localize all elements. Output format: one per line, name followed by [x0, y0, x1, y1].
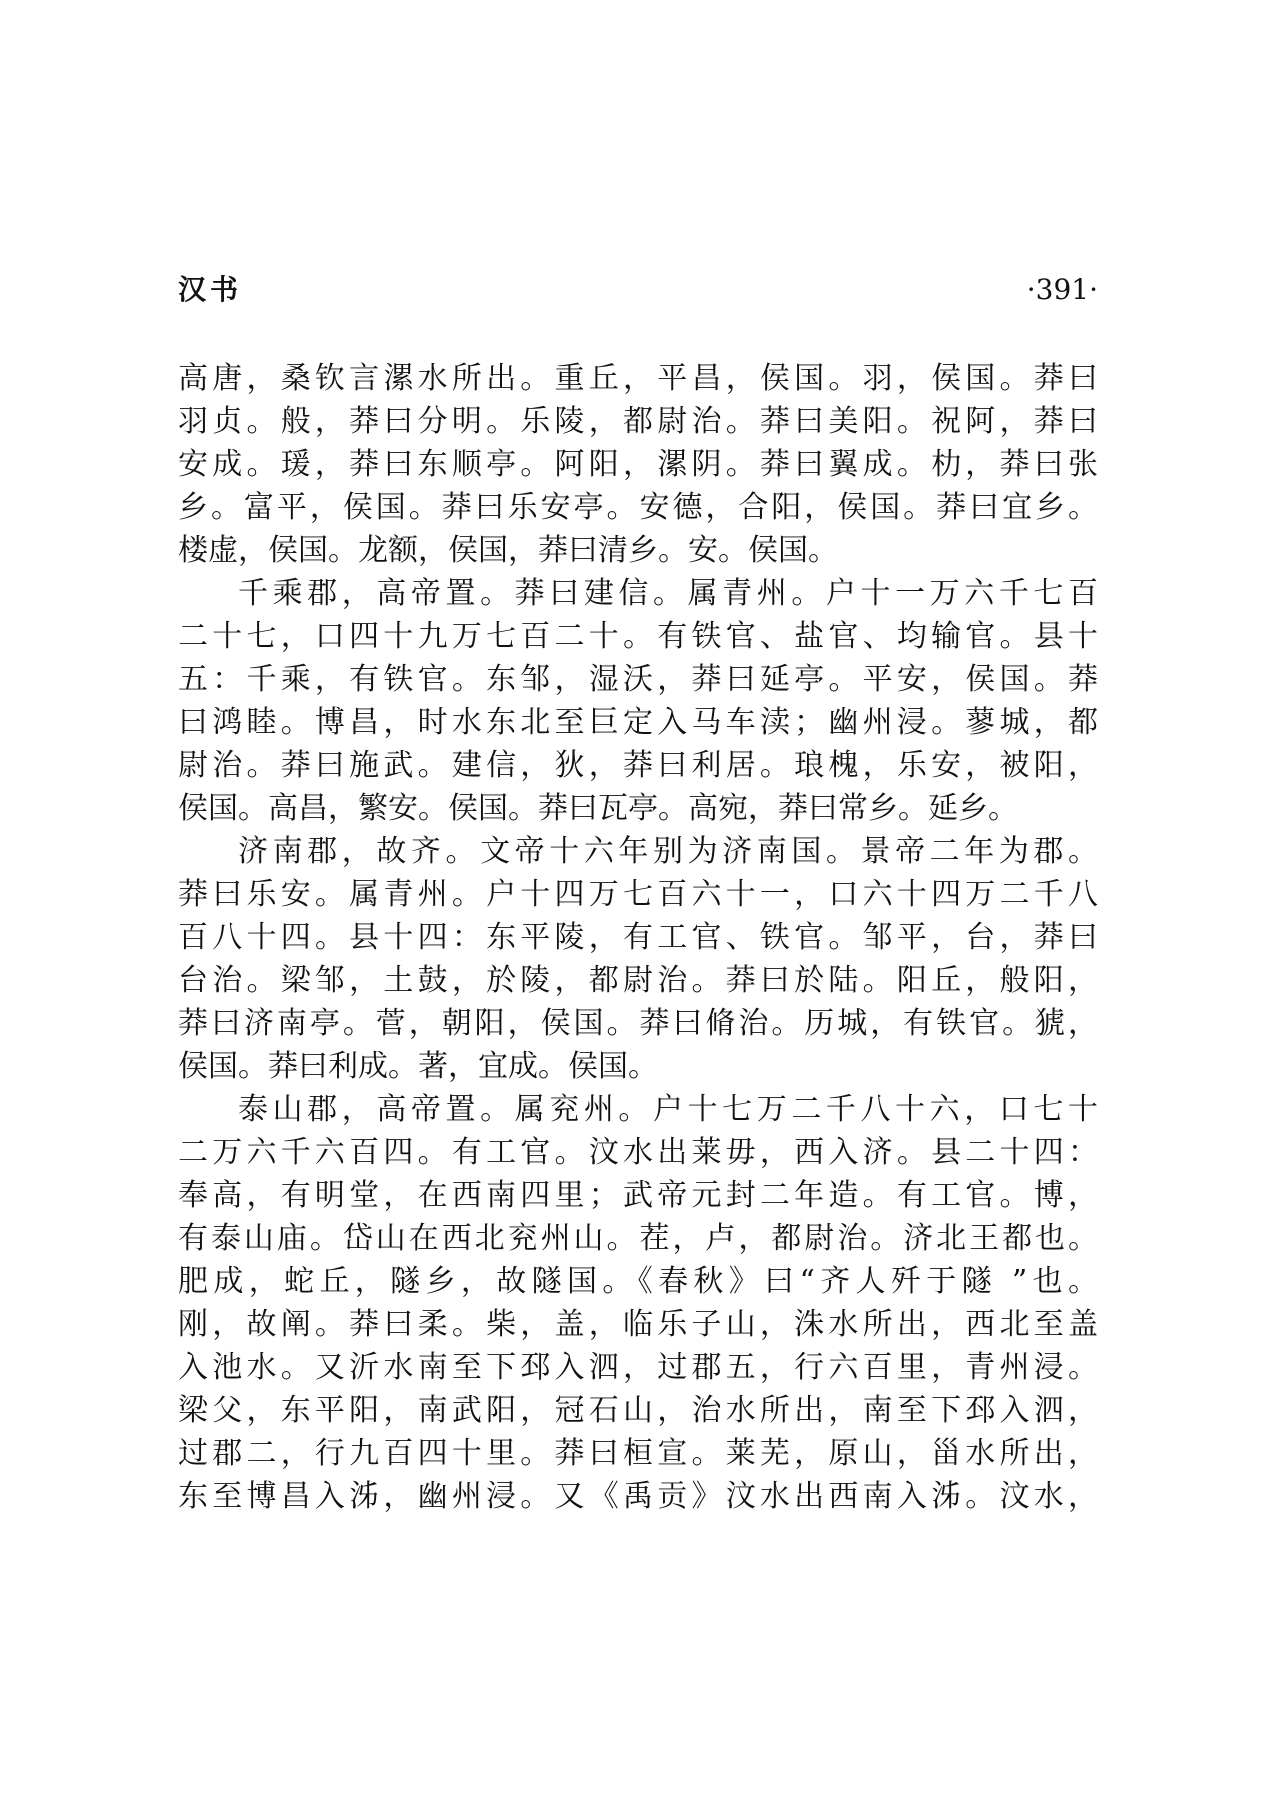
- paragraph-first-line: 济南郡，故齐。文帝十六年别为济南国。景帝二年为郡。: [238, 834, 1098, 869]
- book-title: 汉书: [178, 273, 243, 306]
- page-number: ·391·: [1026, 273, 1098, 306]
- text-line: 百八十四。县十四：东平陵，有工官、铁官。邹平，台，莽曰: [178, 920, 1098, 955]
- text-line: 高唐，桑钦言漯水所出。重丘，平昌，侯国。羽，侯国。莽曰: [178, 361, 1098, 396]
- text-line: 楼虚，侯国。龙额，侯国，莽曰清乡。安。侯国。: [178, 533, 838, 568]
- text-line: 尉治。莽曰施武。建信，狄，莽曰利居。琅槐，乐安，被阳，: [178, 748, 1098, 783]
- body-text: [178, 357, 1098, 1518]
- text-line: 五：千乘，有铁官。东邹，湿沃，莽曰延亭。平安，侯国。莽: [178, 662, 1098, 697]
- text-line: 乡。富平，侯国。莽曰乐安亭。安德，合阳，侯国。莽曰宜乡。: [178, 490, 1098, 525]
- text-line: 过郡二，行九百四十里。莽曰桓宣。莱芜，原山，甾水所出，: [178, 1436, 1098, 1471]
- text-line: 安成。瑗，莽曰东顺亭。阿阳，漯阴。莽曰翼成。朸，莽曰张: [178, 447, 1098, 482]
- text-line: 曰鸿睦。博昌，时水东北至巨定入马车渎；幽州浸。蓼城，都: [178, 705, 1098, 740]
- text-line: 奉高，有明堂，在西南四里；武帝元封二年造。有工官。博，: [178, 1178, 1098, 1213]
- text-line: 台治。梁邹，土鼓，於陵，都尉治。莽曰於陆。阳丘，般阳，: [178, 963, 1098, 998]
- text-line: 莽曰乐安。属青州。户十四万七百六十一，口六十四万二千八: [178, 877, 1098, 912]
- text-line: 莽曰济南亭。菅，朝阳，侯国。莽曰脩治。历城，有铁官。猇，: [178, 1006, 1098, 1041]
- paragraph-first-line: 泰山郡，高帝置。属兖州。户十七万二千八十六，口七十: [238, 1092, 1098, 1127]
- text-line: 二十七，口四十九万七百二十。有铁官、盐官、均输官。县十: [178, 619, 1098, 654]
- text-line: 东至博昌入泲，幽州浸。又《禹贡》汶水出西南入泲。汶水，: [178, 1479, 1098, 1514]
- text-line: 刚，故阐。莽曰柔。柴，盖，临乐子山，洙水所出，西北至盖: [178, 1307, 1098, 1342]
- paragraph-first-line: 千乘郡，高帝置。莽曰建信。属青州。户十一万六千七百: [238, 576, 1098, 611]
- text-line: 入池水。又沂水南至下邳入泗，过郡五，行六百里，青州浸。: [178, 1350, 1098, 1385]
- text-line: 侯国。高昌，繁安。侯国。莽曰瓦亭。高宛，莽曰常乡。延乡。: [178, 791, 1018, 826]
- text-line: 有泰山庙。岱山在西北兖州山。茬，卢，都尉治。济北王都也。: [178, 1221, 1098, 1256]
- text-line: 二万六千六百四。有工官。汶水出莱毋，西入济。县二十四：: [178, 1135, 1098, 1170]
- text-line: 侯国。莽曰利成。著，宜成。侯国。: [178, 1049, 658, 1084]
- text-line: 梁父，东平阳，南武阳，冠石山，治水所出，南至下邳入泗，: [178, 1393, 1098, 1428]
- text-line: 羽贞。般，莽曰分明。乐陵，都尉治。莽曰美阳。祝阿，莽曰: [178, 404, 1098, 439]
- running-header: [178, 268, 1098, 312]
- text-line: 肥成，蛇丘，隧乡，故隧国。《春秋》曰“齐人歼于隧 ”也。: [178, 1264, 1098, 1299]
